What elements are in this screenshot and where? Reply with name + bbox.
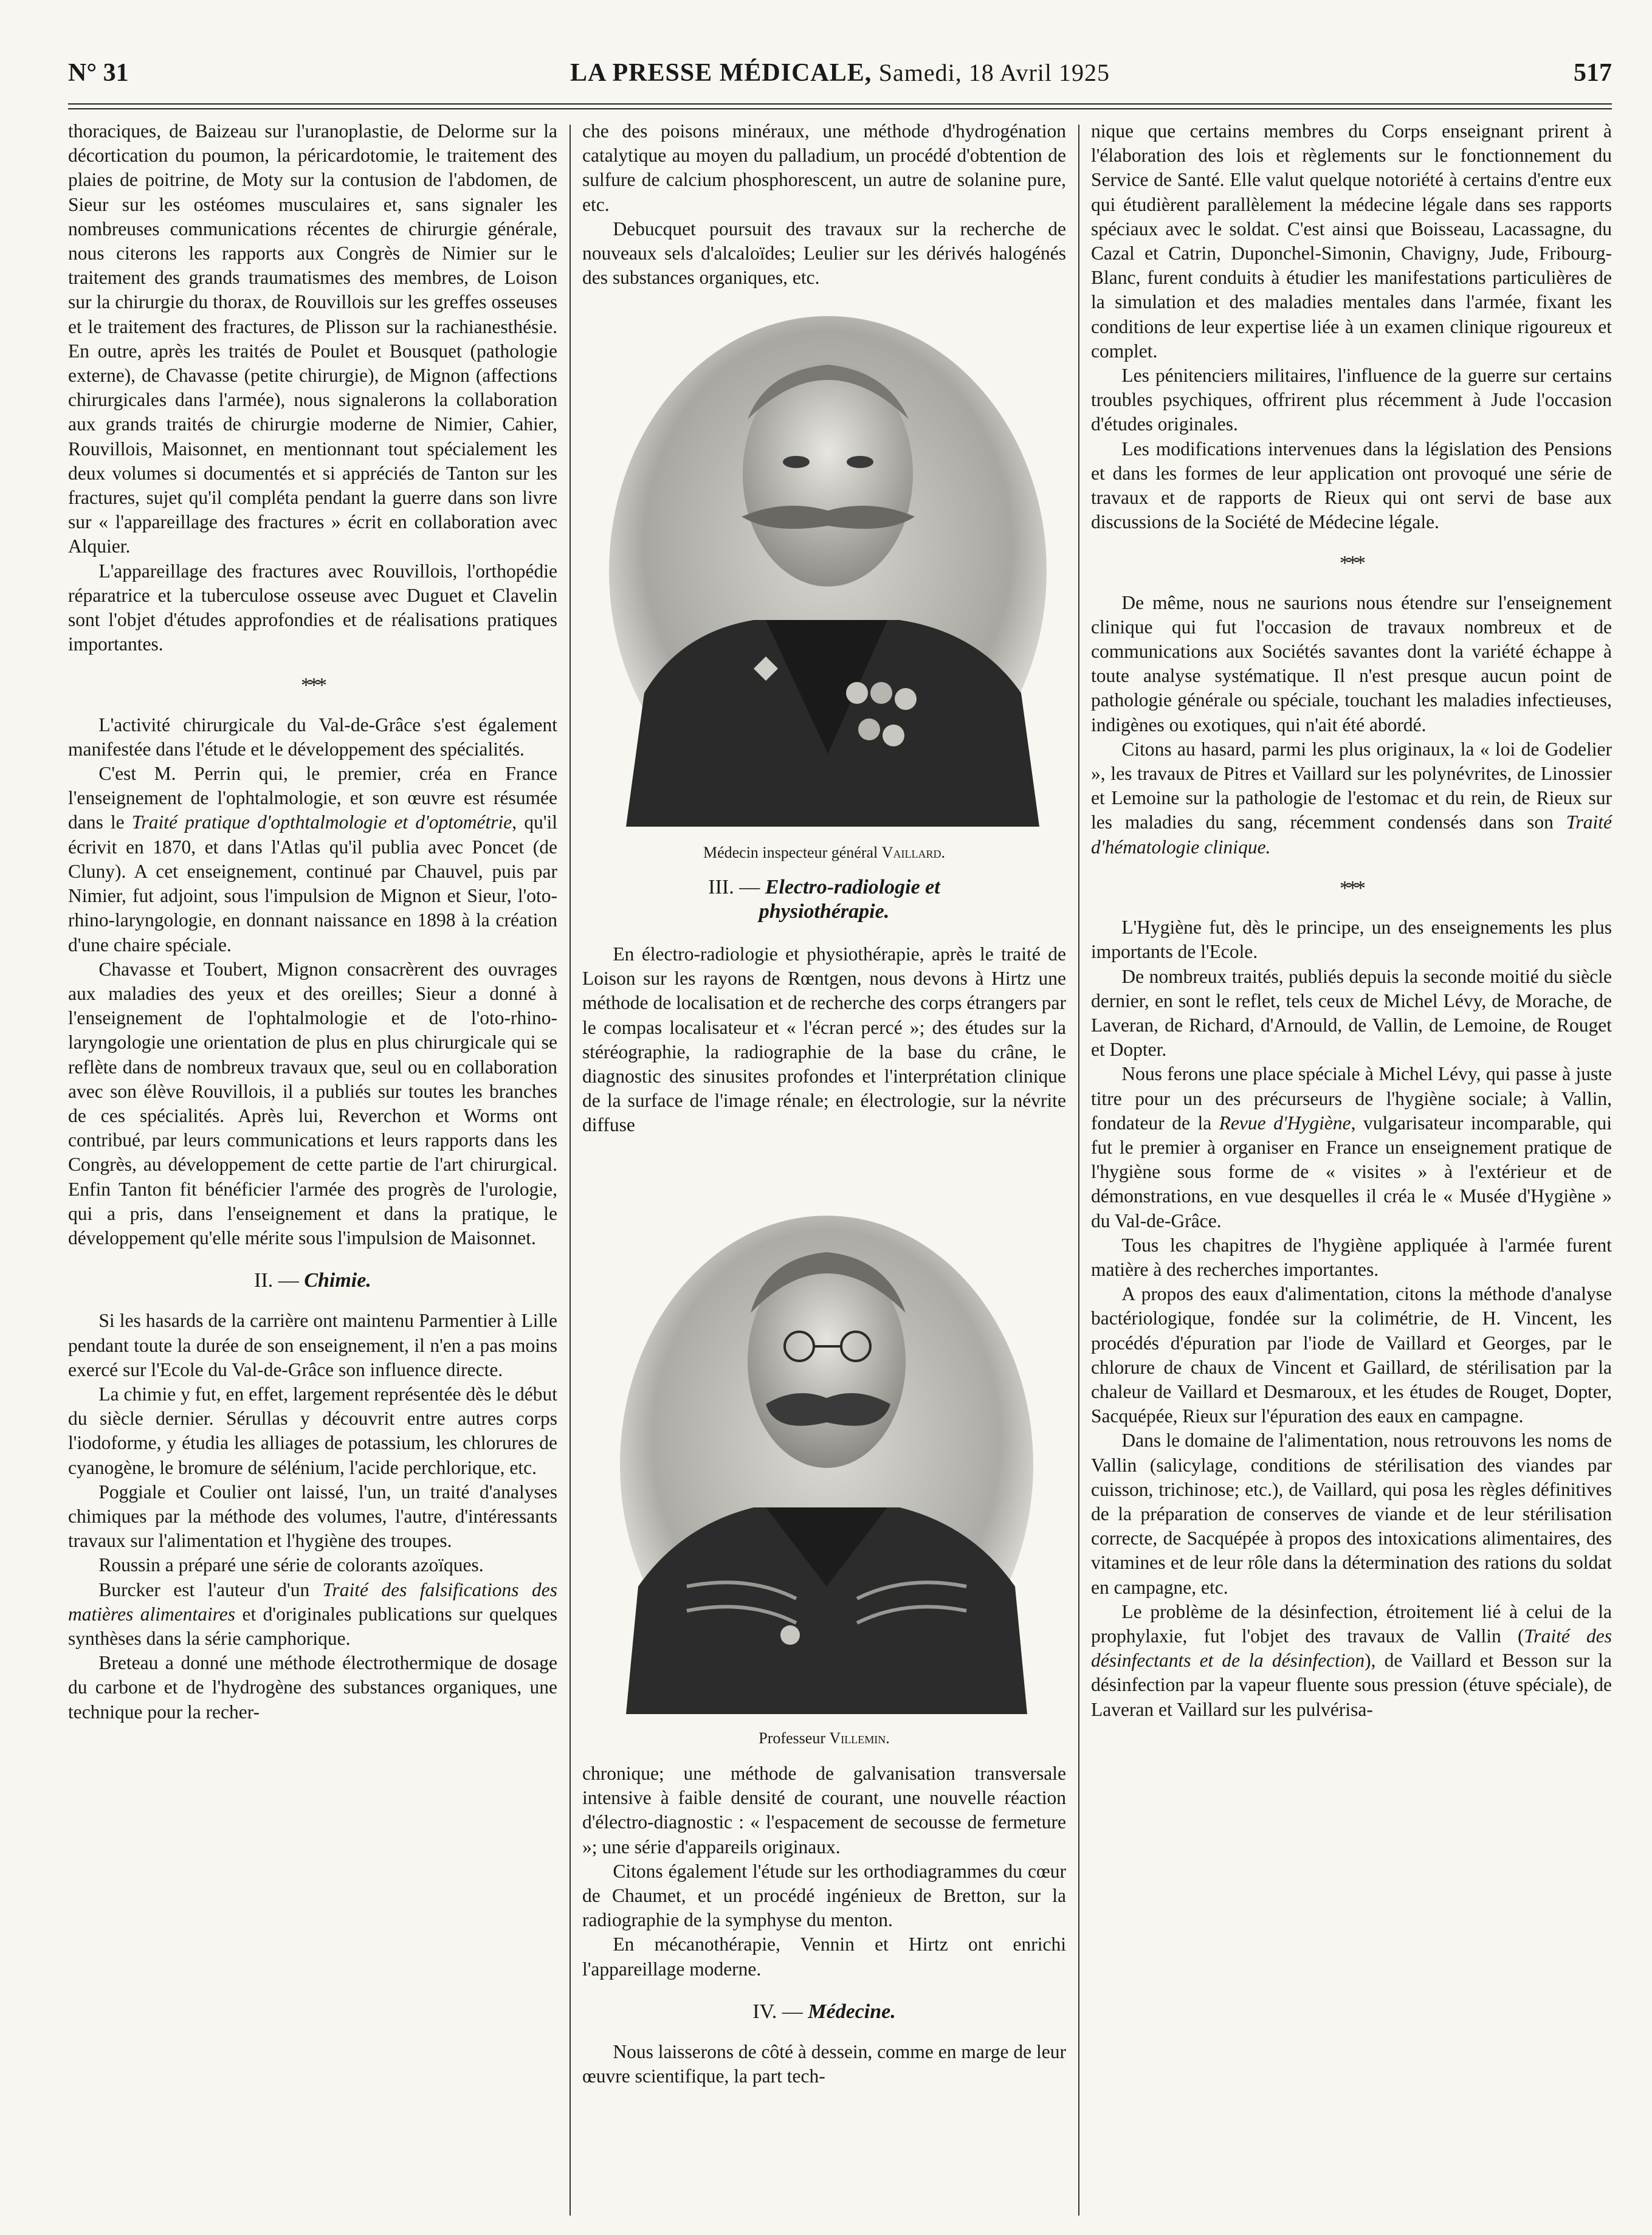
paragraph: Nous laisserons de côté à dessein, comme en marge de leur œuvre scientifique, la part tech- [582, 2041, 1066, 2087]
column-2-top [582, 119, 1066, 290]
paragraph: Citons également l'étude sur les orthodiagrammes du cœur de Chaumet, et un procédé ingénieux de Bretton, sur la radiographie de la symphyse du menton. [582, 1860, 1066, 1931]
running-title [68, 58, 1612, 88]
column-2-bottom [582, 1761, 1066, 2089]
column-3 [1091, 119, 1612, 1722]
portrait-villemin [614, 1210, 1039, 1714]
paragraph: Tous les chapitres de l'hygiène appliquée à l'armée furent matière à des recherches importantes. [1091, 1234, 1612, 1280]
paragraph: thoraciques, de Baizeau sur l'uranoplastie, de Delorme sur la décortication du poumon, la péricardotomie, le traitement des plaies de poitrine, de Moty sur la contusion de l'abdomen, de Sieur sur les ostéomes musculaires et, sans signaler les nombreuses communications récentes de chirurgie générale, nous citerons les rapports aux Congrès de Nimier sur le traitement des grands traumatismes des membres, de Loison sur la chirurgie du thorax, de Rouvillois sur les greffes osseuses et le traitement des fractures, de Plisson sur la rachianesthésie. En outre, après les traités de Poulet et Bousquet (pathologie externe), de Chavasse (petite chirurgie), de Mignon (affections chirurgicales dans l'armée), nous signalerons la collaboration aux grands traités de chirurgie moderne de Nimier, Cahier, Rouvillois, Maisonnet, en mentionnant tout spécialement les deux volumes si documentés et si appréciés de Tanton sur les fractures, sujet qu'il compléta pendant la guerre dans son livre sur « l'appareillage des fractures » écrit en collaboration avec Alquier. [68, 120, 557, 557]
paragraph: nique que certains membres du Corps enseignant prirent à l'élaboration des lois et règlements sur le fonctionnement du Service de Santé. Elle valut quelque notoriété à certains d'entre eux qui étudièrent parallèlement la médecine légale dans ses rapports spéciaux avec le soldat. C'est ainsi que Boisseau, Lacassagne, du Cazal et Catrin, Duponchel-Simonin, Chavigny, Jude, Fribourg-Blanc, furent conduits à étudier les manifestations particulières de la simulation et des maladies mentales dans l'armée, fixant les conditions de leur expertise liée à un examen clinique rigoureux et complet. [1091, 120, 1612, 362]
header-rule [68, 103, 1612, 105]
paragraph: Le problème de la désinfection, étroitement lié à celui de la prophylaxie, fut l'objet des travaux de Vallin (Traité des désinfectants et de la désinfection), de Vaillard et Besson sur la désinfection par la vapeur fluente sous pression (étuve spéciale), de Laveran et Vaillard sur les pulvérisa- [1091, 1600, 1612, 1720]
paragraph: chronique; une méthode de galvanisation transversale intensive à faible densité de courant, une nouvelle réaction d'électro-diagnostic : « l'espacement de secousse de fermeture »; une série d'appareils originaux. [582, 1763, 1066, 1858]
issue-date: Samedi, 18 Avril 1925 [878, 59, 1110, 86]
column-2-mid [582, 875, 1066, 1138]
paragraph: Roussin a préparé une série de colorants azoïques. [98, 1554, 484, 1576]
paragraph: che des poisons minéraux, une méthode d'hydrogénation catalytique au moyen du palladium, un procédé d'obtention de sulfure de calcium phosphorescent, un autre de solanine pure, etc. [582, 120, 1066, 215]
caption-villemin: Professeur Villemin. [759, 1729, 890, 1747]
section-separator: *** [1340, 552, 1363, 575]
section-separator: *** [1340, 876, 1363, 900]
column-divider-1 [570, 125, 571, 2216]
journal-title: LA PRESSE MÉDICALE, [570, 59, 872, 87]
portrait-vaillard [602, 316, 1055, 827]
caption-vaillard: Médecin inspecteur général Vaillard. [703, 844, 946, 861]
paragraph: L'activité chirurgicale du Val-de-Grâce s'est également manifestée dans l'étude et le développement des spécialités. [68, 714, 557, 760]
section-heading-chimie: II. — Chimie. [254, 1269, 371, 1292]
paragraph: Chavasse et Toubert, Mignon consacrèrent des ouvrages aux maladies des yeux et des oreilles; Sieur a donné à l'enseignement de l'ophtalmologie et de l'oto-rhino-laryngologie une orientation de plus en plus chirurgicale qui se reflète dans de nombreux travaux que, seul ou en collaboration avec son élève Rouvillois, il a publiés sur toutes les branches de ces spécialités. Après lui, Reverchon et Worms ont contribué, par leurs communications et leurs rapports dans les Congrès, au développement de cette partie de l'art chirurgical. Enfin Tanton fit bénéficier l'armée des progrès de l'urologie, qui a pris, dans l'enseignement et dans la pratique, le développement qu'elle mérite sous l'impulsion de Maisonnet. [68, 958, 557, 1248]
paragraph: L'Hygiène fut, dès le principe, un des enseignements les plus importants de l'Ecole. [1091, 917, 1612, 963]
section-heading-electro-radiologie: III. — Electro-radiologie et physiothérapie. [708, 876, 940, 923]
header-rule-second [68, 108, 1612, 109]
paragraph: De même, nous ne saurions nous étendre sur l'enseignement clinique qui fut l'occasion de travaux nombreux et de communications aux Sociétés savantes dont la variété échappe à toute analyse systématique. Il n'est presque aucun point de pathologie générale ou spéciale, touchant les maladies infectieuses, indigènes ou exotiques, qui n'ait été abordé. [1091, 591, 1612, 735]
paragraph: L'appareillage des fractures avec Rouvillois, l'orthopédie réparatrice et la tuberculose osseuse avec Duguet et Clavelin sont l'objet d'études approfondies et de réalisations pratiques importantes. [68, 560, 557, 655]
section-heading-medecine: IV. — Médecine. [752, 2000, 896, 2023]
paragraph: C'est M. Perrin qui, le premier, créa en France l'enseignement de l'ophtalmologie, et son œuvre est résumée dans le Traité pratique d'opthtalmologie et d'optométrie, qu'il écrivit en 1870, et dans l'Atlas qu'il publia avec Poncet (de Cluny). A cet enseignement, continué par Chauvel, puis par Nimier, fut adjoint, sous l'impulsion de Mignon et Sieur, l'oto-rhino-laryngologie, en donnant naissance en 1898 à la création d'une chaire spéciale. [68, 763, 557, 956]
paragraph: La chimie y fut, en effet, largement représentée dès le début du siècle dernier. Sérullas y découvrit entre autres corps l'iodoforme, y étudia les alliages de potassium, les chlorures de cyanogène, le bromure de sélénium, l'acide perchlorique, etc. [68, 1383, 557, 1478]
column-divider-2 [1078, 125, 1079, 2216]
page-number: 517 [1574, 59, 1612, 87]
column-1 [68, 119, 557, 1724]
paragraph: Debucquet poursuit des travaux sur la recherche de nouveaux sels d'alcaloïdes; Leulier sur les dérivés halogénés des substances organiques, etc. [582, 218, 1066, 289]
paragraph: Nous ferons une place spéciale à Michel Lévy, qui passe à juste titre pour un des précurseurs de l'hygiène sociale; à Vallin, fondateur de la Revue d'Hygiène, vulgarisateur incomparable, qui fut le premier à organiser en France un enseignement pratique de l'hygiène sous forme de « visites » à l'extérieur et de démonstrations, en vue desquelles il créa le « Musée d'Hygiène » du Val-de-Grâce. [1091, 1063, 1612, 1231]
paragraph: En électro-radiologie et physiothérapie, après le traité de Loison sur les rayons de Rœntgen, nous devons à Hirtz une méthode de localisation et de recherche des corps étrangers par le compas localisateur et « l'écran percé »; des études sur la stéréographie, la radiographie de la base du crâne, le diagnostic des sinusites profondes et l'interprétation clinique de la surface de l'image rénale; en électrologie, sur la névrite diffuse [582, 943, 1066, 1136]
paragraph: Burcker est l'auteur d'un Traité des falsifications des matières alimentaires et d'originales publications sur quelques synthèses dans la série camphorique. [68, 1579, 557, 1649]
paragraph: Poggiale et Coulier ont laissé, l'un, un traité d'analyses chimiques par la méthode des volumes, l'autre, d'intéressants travaux sur l'alimentation et l'hygiène des troupes. [68, 1481, 557, 1552]
paragraph: De nombreux traités, publiés depuis la seconde moitié du siècle dernier, en sont le reflet, tels ceux de Michel Lévy, de Morache, de Laveran, de Richard, d'Arnould, de Vallin, de Lemoine, de Rouget et Dopter. [1091, 965, 1612, 1061]
paragraph: Les pénitenciers militaires, l'influence de la guerre sur certains troubles psychiques, offrirent plus récemment à Jude l'occasion d'études originales. [1091, 365, 1612, 435]
paragraph: Les modifications intervenues dans la législation des Pensions et dans les formes de leur application ont provoqué une série de travaux et de rapports de Rieux qui ont servi de base aux discussions de la Société de Médecine légale. [1091, 438, 1612, 533]
issue-number: N° 31 [68, 59, 129, 87]
section-separator: *** [301, 674, 325, 697]
page-header [68, 58, 1612, 95]
paragraph: A propos des eaux d'alimentation, citons la méthode d'analyse bactériologique, fondée sur la colimétrie, de H. Vincent, les procédés d'épuration par l'iode de Vaillard et Georges, par le chlorure de chaux de Vincent et Gaillard, de stérilisation par la chaleur de Vaillard et Desmaroux, et les études de Rouget, Dopter, Sacquépée, Rieux sur l'épuration des eaux en campagne. [1091, 1283, 1612, 1427]
paragraph: Si les hasards de la carrière ont maintenu Parmentier à Lille pendant toute la durée de son enseignement, il n'en a pas moins exercé sur l'Ecole du Val-de-Grâce son influence directe. [68, 1310, 557, 1380]
paragraph: En mécanothérapie, Vennin et Hirtz ont enrichi l'appareillage moderne. [582, 1934, 1066, 1980]
paragraph: Citons au hasard, parmi les plus originaux, la « loi de Godelier », les travaux de Pitres et Vaillard sur les polynévrites, de Linossier et Lemoine sur la pathologie de l'estomac et du rein, de Rieux sur les maladies du sang, récemment condensés dans son Traité d'hématologie clinique. [1091, 738, 1612, 858]
paragraph: Breteau a donné une méthode électrothermique de dosage du carbone et de l'hydrogène des substances organiques, une technique pour la recher- [68, 1652, 557, 1723]
paragraph: Dans le domaine de l'alimentation, nous retrouvons les noms de Vallin (salicylage, conditions de stérilisation des viandes par cuisson, trichinose; etc.), de Vaillard, qui posa les règles définitives de la préparation de conserves de viande et de leur stérilisation correcte, de Sacquépée à propos des intoxications alimentaires, des vitamines et de leur rôle dans la détermination des rations du soldat en campagne, etc. [1091, 1430, 1612, 1598]
